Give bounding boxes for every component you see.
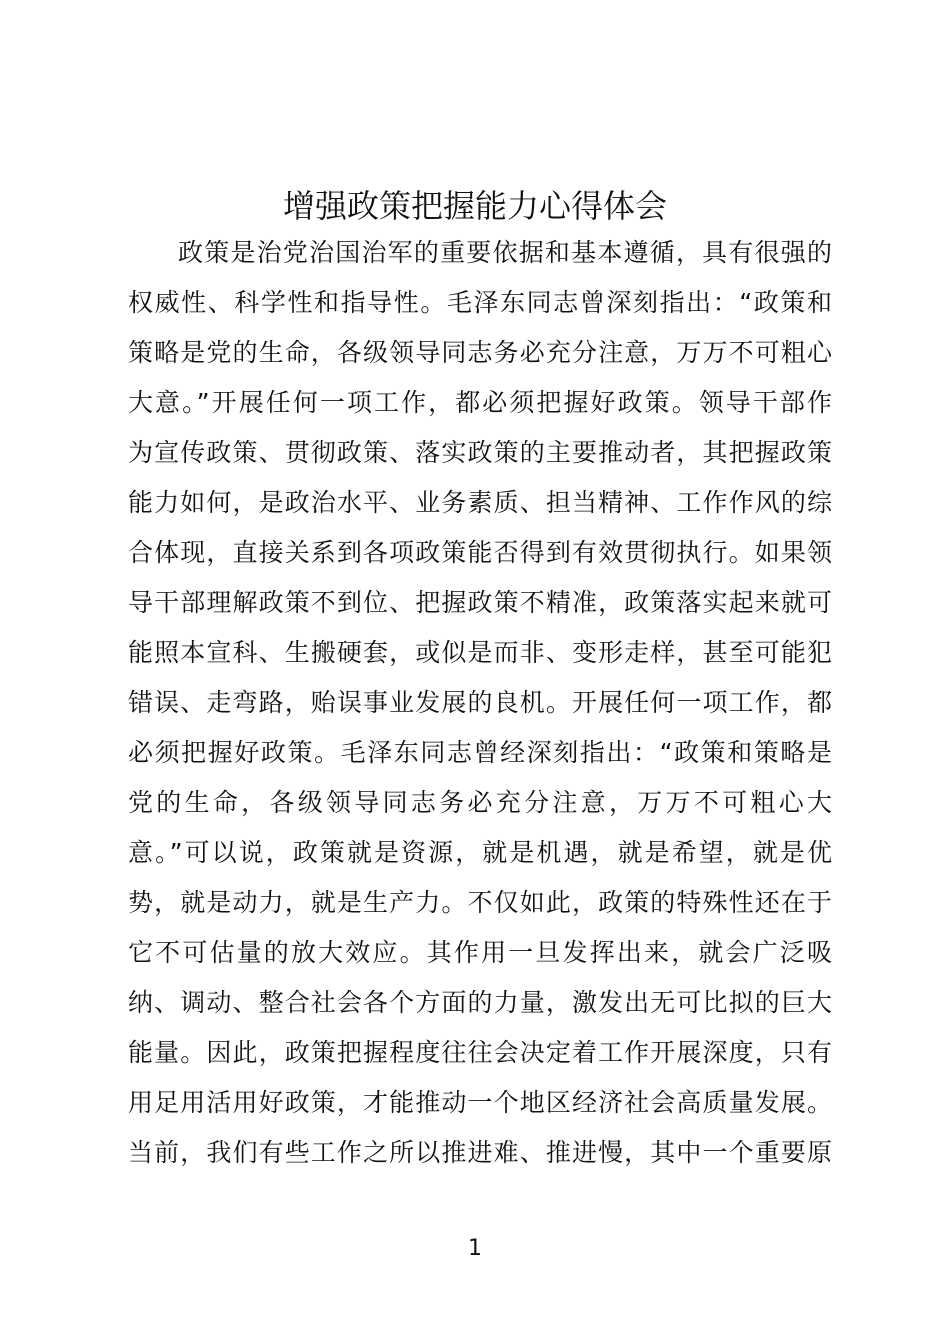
- text-line: 意。”可以说，政策就是资源，就是机遇，就是希望，就是优: [128, 838, 832, 867]
- text-line: 策略是党的生命，各级领导同志务必充分注意，万万不可粗心: [128, 338, 832, 367]
- text-line: 导干部理解政策不到位、把握政策不精准，政策落实起来就可: [128, 588, 832, 617]
- text-line: 用足用活用好政策，才能推动一个地区经济社会高质量发展。: [128, 1088, 832, 1117]
- text-line: 它不可估量的放大效应。其作用一旦发挥出来，就会广泛吸: [128, 938, 832, 967]
- text-line: 当前，我们有些工作之所以推进难、推进慢，其中一个重要原: [128, 1138, 832, 1167]
- body-paragraph: [128, 228, 832, 1178]
- text-line: 合体现，直接关系到各项政策能否得到有效贯彻执行。如果领: [128, 538, 832, 567]
- text-line: 能量。因此，政策把握程度往往会决定着工作开展深度，只有: [128, 1038, 832, 1067]
- text-line: 纳、调动、整合社会各个方面的力量，激发出无可比拟的巨大: [128, 988, 832, 1017]
- text-line: 能力如何，是政治水平、业务素质、担当精神、工作作风的综: [128, 488, 832, 517]
- page-number: 1: [468, 1236, 482, 1261]
- text-line: 政策是治党治国治军的重要依据和基本遵循，具有很强的: [178, 238, 832, 267]
- text-line: 能照本宣科、生搬硬套，或似是而非、变形走样，甚至可能犯: [128, 638, 832, 667]
- text-line: 大意。”开展任何一项工作，都必须把握好政策。领导干部作: [128, 388, 832, 417]
- text-line: 为宣传政策、贯彻政策、落实政策的主要推动者，其把握政策: [128, 438, 832, 467]
- text-line: 权威性、科学性和指导性。毛泽东同志曾深刻指出：“政策和: [128, 288, 832, 317]
- text-line: 必须把握好政策。毛泽东同志曾经深刻指出：“政策和策略是: [128, 738, 832, 767]
- document-title: 增强政策把握能力心得体会: [282, 187, 667, 225]
- text-line: 错误、走弯路，贻误事业发展的良机。开展任何一项工作，都: [128, 688, 832, 717]
- text-line: 党的生命，各级领导同志务必充分注意，万万不可粗心大: [128, 788, 832, 817]
- text-line: 势，就是动力，就是生产力。不仅如此，政策的特殊性还在于: [128, 888, 832, 917]
